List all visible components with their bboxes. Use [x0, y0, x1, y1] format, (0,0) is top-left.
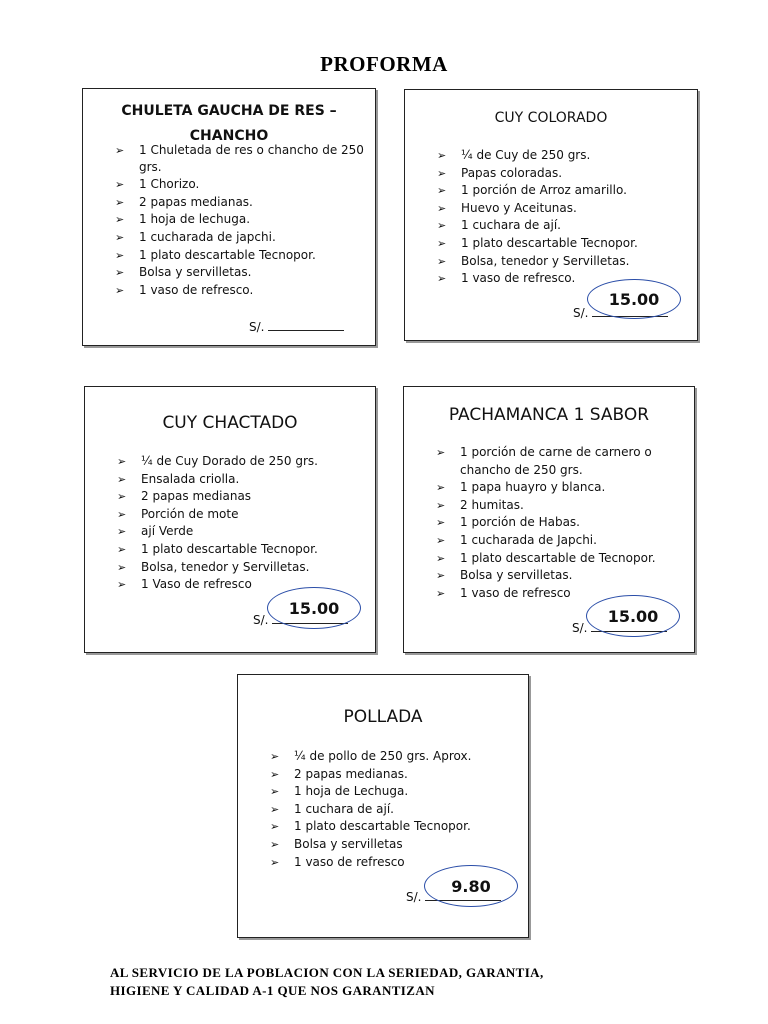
list-item: ➢ 1 cucharada de Japchi. [436, 532, 691, 550]
item-list [270, 748, 525, 871]
price-value: 15.00 [607, 606, 659, 626]
list-item: ➢ 1 cuchara de ají. [270, 801, 525, 819]
arrowhead-bullet-icon: ➢ [437, 254, 447, 268]
arrowhead-bullet-icon: ➢ [270, 802, 280, 816]
arrowhead-bullet-icon: ➢ [436, 551, 446, 565]
list-item: ➢ 1 plato descartable Tecnopor. [270, 818, 525, 836]
item-list [117, 453, 372, 594]
arrowhead-bullet-icon: ➢ [117, 472, 127, 486]
arrowhead-bullet-icon: ➢ [436, 516, 446, 530]
arrowhead-bullet-icon: ➢ [117, 455, 127, 468]
price-oval [267, 587, 361, 629]
list-item-continuation: grs. [139, 159, 162, 174]
arrowhead-bullet-icon: ➢ [115, 195, 125, 209]
price-oval [424, 865, 518, 907]
item-list [437, 147, 692, 288]
item-list [436, 444, 691, 602]
price-value: 15.00 [608, 289, 660, 309]
list-item: ➢ ¼ de Cuy de 250 grs. [437, 147, 692, 165]
list-item-continuation: chancho de 250 grs. [460, 462, 583, 477]
list-item: ➢ 2 papas medianas [117, 488, 372, 506]
list-item: ➢ Papas coloradas. [437, 165, 692, 183]
list-item: ➢ 1 papa huayro y blanca. [436, 479, 691, 497]
card-title [405, 108, 697, 128]
list-item: ➢ 1 cucharada de japchi. [115, 229, 365, 247]
currency-label: S/. [573, 306, 589, 320]
list-item: ➢ 2 papas medianas. [270, 766, 525, 784]
list-item: ➢ 1 Chorizo. [115, 176, 365, 194]
list-item: ➢ 1 vaso de refresco [270, 854, 525, 872]
arrowhead-bullet-icon: ➢ [436, 446, 446, 459]
list-item: ➢ Huevo y Aceitunas. [437, 200, 692, 218]
arrowhead-bullet-icon: ➢ [437, 219, 447, 233]
arrowhead-bullet-icon: ➢ [436, 533, 446, 547]
arrowhead-bullet-icon: ➢ [437, 272, 447, 286]
list-item: ➢ 1 plato descartable Tecnopor. [437, 235, 692, 253]
footer-line: AL SERVICIO DE LA POBLACION CON LA SERIEDAD, GARANTIA, [110, 965, 544, 980]
card-title-text: PACHAMANCA 1 SABOR [448, 405, 650, 425]
arrowhead-bullet-icon: ➢ [270, 767, 280, 781]
list-item: ➢ 1 porción de carne de carnero o [436, 444, 691, 462]
list-item: ➢ Bolsa, tenedor y Servilletas. [117, 559, 372, 577]
list-item: ➢ 1 hoja de lechuga. [115, 211, 365, 229]
arrowhead-bullet-icon: ➢ [115, 213, 125, 227]
arrowhead-bullet-icon: ➢ [117, 490, 127, 504]
card-title-text: CUY COLORADO [494, 110, 608, 126]
arrowhead-bullet-icon: ➢ [436, 481, 446, 495]
arrowhead-bullet-icon: ➢ [437, 236, 447, 250]
arrowhead-bullet-icon: ➢ [115, 144, 125, 157]
list-item: ➢ ¼ de Cuy Dorado de 250 grs. [117, 453, 372, 471]
arrowhead-bullet-icon: ➢ [117, 578, 127, 592]
arrowhead-bullet-icon: ➢ [436, 569, 446, 583]
arrowhead-bullet-icon: ➢ [436, 586, 446, 600]
list-item: ➢ 1 plato descartable Tecnopor. [117, 541, 372, 559]
currency-label: S/. [406, 890, 422, 904]
list-item: ➢ 1 plato descartable de Tecnopor. [436, 550, 691, 568]
card-title-text: CUY CHACTADO [162, 413, 298, 433]
list-item: ➢ ají Verde [117, 523, 372, 541]
currency-label: S/. [572, 621, 588, 635]
price-oval [586, 595, 680, 637]
list-item: ➢ 2 papas medianas. [115, 194, 365, 212]
arrowhead-bullet-icon: ➢ [437, 201, 447, 215]
arrowhead-bullet-icon: ➢ [270, 837, 280, 851]
arrowhead-bullet-icon: ➢ [436, 498, 446, 512]
list-item: ➢ Porción de mote [117, 506, 372, 524]
arrowhead-bullet-icon: ➢ [270, 785, 280, 799]
menu-card-cuy-chactado [84, 386, 376, 653]
menu-card-pollada [237, 674, 529, 938]
list-item: ➢ Bolsa y servilletas. [115, 264, 365, 282]
footer-line: HIGIENE Y CALIDAD A-1 QUE NOS GARANTIZAN [110, 983, 435, 998]
arrowhead-bullet-icon: ➢ [115, 283, 125, 297]
arrowhead-bullet-icon: ➢ [270, 750, 280, 763]
menu-card-cuy-colorado [404, 89, 698, 341]
card-title [238, 705, 528, 729]
arrowhead-bullet-icon: ➢ [437, 166, 447, 180]
list-item: ➢ 1 vaso de refresco. [115, 282, 365, 300]
list-item: ➢ 1 cuchara de ají. [437, 217, 692, 235]
menu-card-pachamanca [403, 386, 695, 653]
arrowhead-bullet-icon: ➢ [115, 230, 125, 244]
price-line [249, 320, 344, 334]
list-item: ➢ Bolsa y servilletas. [436, 567, 691, 585]
arrowhead-bullet-icon: ➢ [117, 542, 127, 556]
list-item: ➢ 1 Vaso de refresco [117, 576, 372, 594]
list-item: ➢ 1 plato descartable Tecnopor. [115, 247, 365, 265]
menu-card-chuleta [82, 88, 376, 346]
arrowhead-bullet-icon: ➢ [437, 149, 447, 162]
currency-label: S/. [253, 613, 269, 627]
arrowhead-bullet-icon: ➢ [437, 184, 447, 198]
item-list [115, 142, 365, 299]
price-value: 15.00 [288, 598, 340, 618]
arrowhead-bullet-icon: ➢ [115, 178, 125, 192]
card-title [404, 403, 694, 427]
list-item: ➢ 1 vaso de refresco. [437, 270, 692, 288]
list-item: ➢ 1 porción de Habas. [436, 514, 691, 532]
card-title-line: CHULETA GAUCHA DE RES – [121, 103, 337, 119]
list-item: ➢ 1 Chuletada de res o chancho de 250 [115, 142, 365, 160]
list-item: ➢ Bolsa, tenedor y Servilletas. [437, 253, 692, 271]
card-title [85, 411, 375, 435]
price-value: 9.80 [451, 876, 491, 896]
arrowhead-bullet-icon: ➢ [117, 525, 127, 539]
arrowhead-bullet-icon: ➢ [270, 855, 280, 869]
footer-slogan [110, 964, 670, 1000]
page-title: PROFORMA [320, 52, 448, 76]
list-item: ➢ 2 humitas. [436, 497, 691, 515]
arrowhead-bullet-icon: ➢ [117, 560, 127, 574]
arrowhead-bullet-icon: ➢ [270, 820, 280, 834]
list-item: ➢ 1 porción de Arroz amarillo. [437, 182, 692, 200]
arrowhead-bullet-icon: ➢ [117, 507, 127, 521]
card-title-text: POLLADA [343, 707, 423, 727]
arrowhead-bullet-icon: ➢ [115, 248, 125, 262]
list-item: ➢ 1 hoja de Lechuga. [270, 783, 525, 801]
currency-label: S/. [249, 320, 265, 334]
arrowhead-bullet-icon: ➢ [115, 266, 125, 280]
list-item: ➢ Bolsa y servilletas [270, 836, 525, 854]
price-oval [587, 279, 681, 319]
card-title-line: CHANCHO [189, 128, 269, 144]
price-blank [268, 320, 344, 331]
list-item: ➢ Ensalada criolla. [117, 471, 372, 489]
list-item: ➢ ¼ de pollo de 250 grs. Aprox. [270, 748, 525, 766]
list-item: ➢ 1 vaso de refresco [436, 585, 691, 603]
